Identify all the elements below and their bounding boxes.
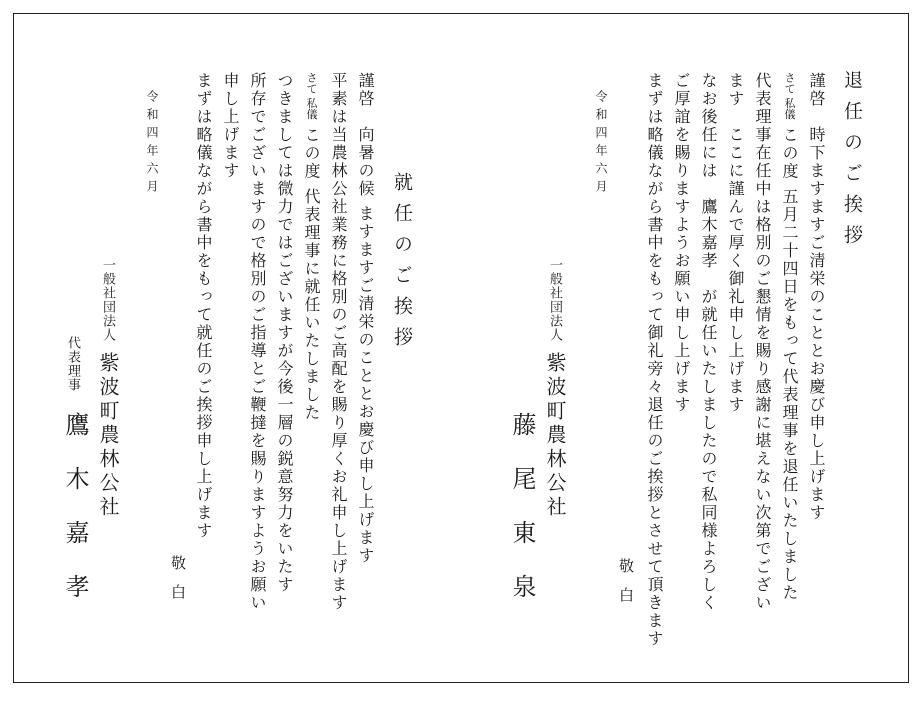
retirement-line-6: ご厚誼を賜りますようお願い申し上げます <box>672 72 691 414</box>
appointment-line-5: 所存でございますので格別のご指導とご鞭撻を賜りますようお願い <box>248 72 267 612</box>
appointment-line-3-text: この度 代表理事に就任いたしました <box>302 126 321 422</box>
appointment-org: 一般社団法人 <box>100 258 115 342</box>
retirement-line-2-text: この度 五月二十四日をもって代表理事を退任いたしました <box>780 126 799 602</box>
appointment-date: 令和四年六月 <box>145 90 159 198</box>
retirement-line-5: なお後任には 鷹木嘉孝 が就任いたしましたので私同様よろしく <box>699 72 718 612</box>
appointment-line-3 <box>303 72 319 422</box>
appointment-line-1: 謹啓 向暑の候 ますますご清栄のこととお慶び申し上げます <box>356 72 375 566</box>
appointment-closing: 敬白 <box>169 555 187 613</box>
appointment-title: 就任のご挨拶 <box>391 172 413 358</box>
retirement-line-4: ます ここに謹んで厚く御礼申し上げます <box>726 72 745 414</box>
retirement-title: 退任のご挨拶 <box>841 70 863 256</box>
retirement-date: 令和四年六月 <box>594 90 608 198</box>
retirement-line-2-prefix: さて 私儀 <box>783 72 796 120</box>
appointment-line-7: まずは略儀ながら書中をもって就任のご挨拶申し上げます <box>194 72 213 540</box>
appointment-line-2: 平素は当農林公社業務に格別のご高配を賜り厚くお礼申し上げます <box>329 72 348 612</box>
appointment-line-3-prefix: さて 私儀 <box>305 72 318 120</box>
retirement-company: 紫波町農林公社 <box>543 352 567 520</box>
retirement-org: 一般社団法人 <box>547 258 562 342</box>
retirement-closing: 敬白 <box>617 558 635 616</box>
appointment-line-6: 申し上げます <box>221 72 240 180</box>
appointment-company: 紫波町農林公社 <box>96 352 120 520</box>
retirement-line-7: まずは略儀ながら書中をもって御礼旁々退任のご挨拶とさせて頂きます <box>645 72 664 648</box>
appointment-role: 代表理事 <box>65 336 80 392</box>
retirement-line-2 <box>781 72 797 602</box>
retirement-line-1: 謹啓 時下ますますご清栄のこととお慶び申し上げます <box>807 72 826 522</box>
retirement-line-3: 代表理事在任中は格別のご懇情を賜り感謝に堪えない次第でござい <box>753 72 772 612</box>
retirement-name: 藤尾東泉 <box>508 412 536 628</box>
appointment-name: 鷹木嘉孝 <box>61 412 89 628</box>
appointment-line-4: つきましては微力ではございますが今後一層の鋭意努力をいたす <box>275 72 294 594</box>
